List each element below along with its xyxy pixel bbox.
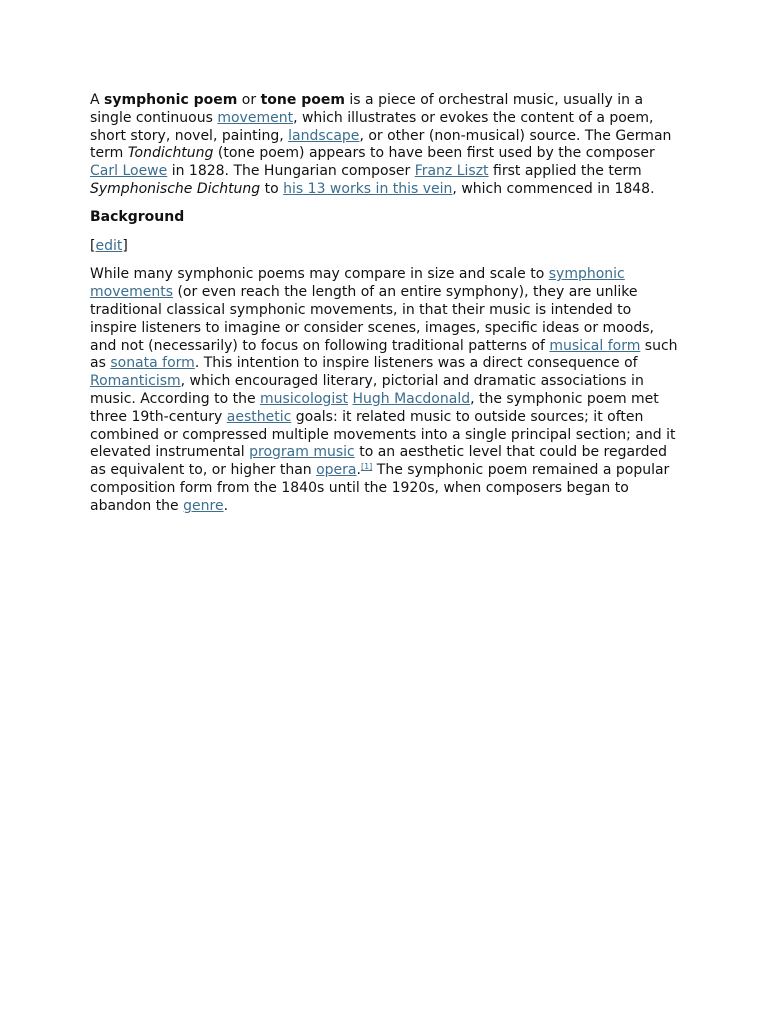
text-span: is a piece of orchestral music, usually in a single continuous [90,92,644,126]
link-musicologist[interactable]: musicologist [260,390,348,407]
link-genre[interactable]: genre [183,497,224,514]
text-span: , the symphonic poem met three 19th-century [90,390,659,425]
link-landscape[interactable]: landscape [288,127,360,144]
term-symphonische-dichtung: Symphonische Dichtung [90,180,261,197]
link-carl-loewe[interactable]: Carl Loewe [90,163,168,180]
link-symphonic[interactable]: symphonic [548,266,625,283]
link-musical-form[interactable]: musical form [549,337,641,354]
text-span: to [260,180,284,197]
footnote-link-1[interactable]: [1] [360,462,373,472]
term-tone-poem: tone poem [260,92,345,108]
link-movement[interactable]: movement [217,109,294,126]
link-movements[interactable]: movements [90,284,174,301]
section-heading-background: Background [90,208,185,225]
text-span: While many symphonic poems may compare in size and scale to [90,266,549,283]
link-romanticism[interactable]: Romanticism [90,373,181,390]
text-span: such as [90,337,678,372]
term-symphonic-poem: symphonic poem [104,92,238,108]
intro-paragraph [90,92,680,199]
text-span: , which encouraged literary, pictorial and dramatic associations in music. According to the [90,373,644,407]
edit-link[interactable]: edit [95,237,123,254]
text-span: , which illustrates or evokes the content of a poem, short story, novel, painting, [90,109,654,144]
edit-section-line [90,238,680,256]
text-span: (tone poem) appears to have been first used by the composer [213,145,655,162]
link-franz-liszt[interactable]: Franz Liszt [414,163,489,180]
text-span: The symphonic poem remained a popular composition form from the 1840s until the 1920s, when composers began to abandon the [90,462,670,514]
text-span: (or even reach the length of an entire symphony), they are unlike traditional classical symphonic movements, in that their music is intended to inspire listeners to imagine or consider scenes, images, specific ideas or moods, and not (necessarily) to focus on following traditional patterns of [90,284,654,354]
text-span: goals: it related music to outside sources; it often combined or compressed multiple movements into a single principal section; and it elevated instrumental [90,408,676,461]
text-span: first applied the term [488,163,642,180]
link-sonata-form[interactable]: sonata form [110,355,195,372]
text-span: . This intention to inspire listeners was a direct consequence of [194,355,638,372]
text-span: , or other (non-musical) source. The German term [90,127,672,162]
bracket-open: [ [90,237,96,254]
text-span: or [237,92,261,108]
text-span: in 1828. The Hungarian composer [167,163,415,180]
text-span: , which commenced in 1848. [452,180,655,197]
link-aesthetic[interactable]: aesthetic [226,408,292,425]
text-span: . [223,497,229,514]
bracket-close: ] [122,237,128,254]
article-content [90,92,680,516]
link-hugh-macdonald[interactable]: Hugh Macdonald [352,390,471,407]
text-span: to an aesthetic level that could be regarded as equivalent to, or higher than [90,444,667,479]
text-span: A [90,92,105,108]
text-span: . [356,462,361,479]
background-paragraph [90,266,680,515]
link-opera[interactable]: opera [316,462,357,479]
link-program-music[interactable]: program music [249,444,355,461]
link-his-13-works[interactable]: his 13 works in this vein [283,180,453,197]
term-tondichtung: Tondichtung [127,145,214,162]
